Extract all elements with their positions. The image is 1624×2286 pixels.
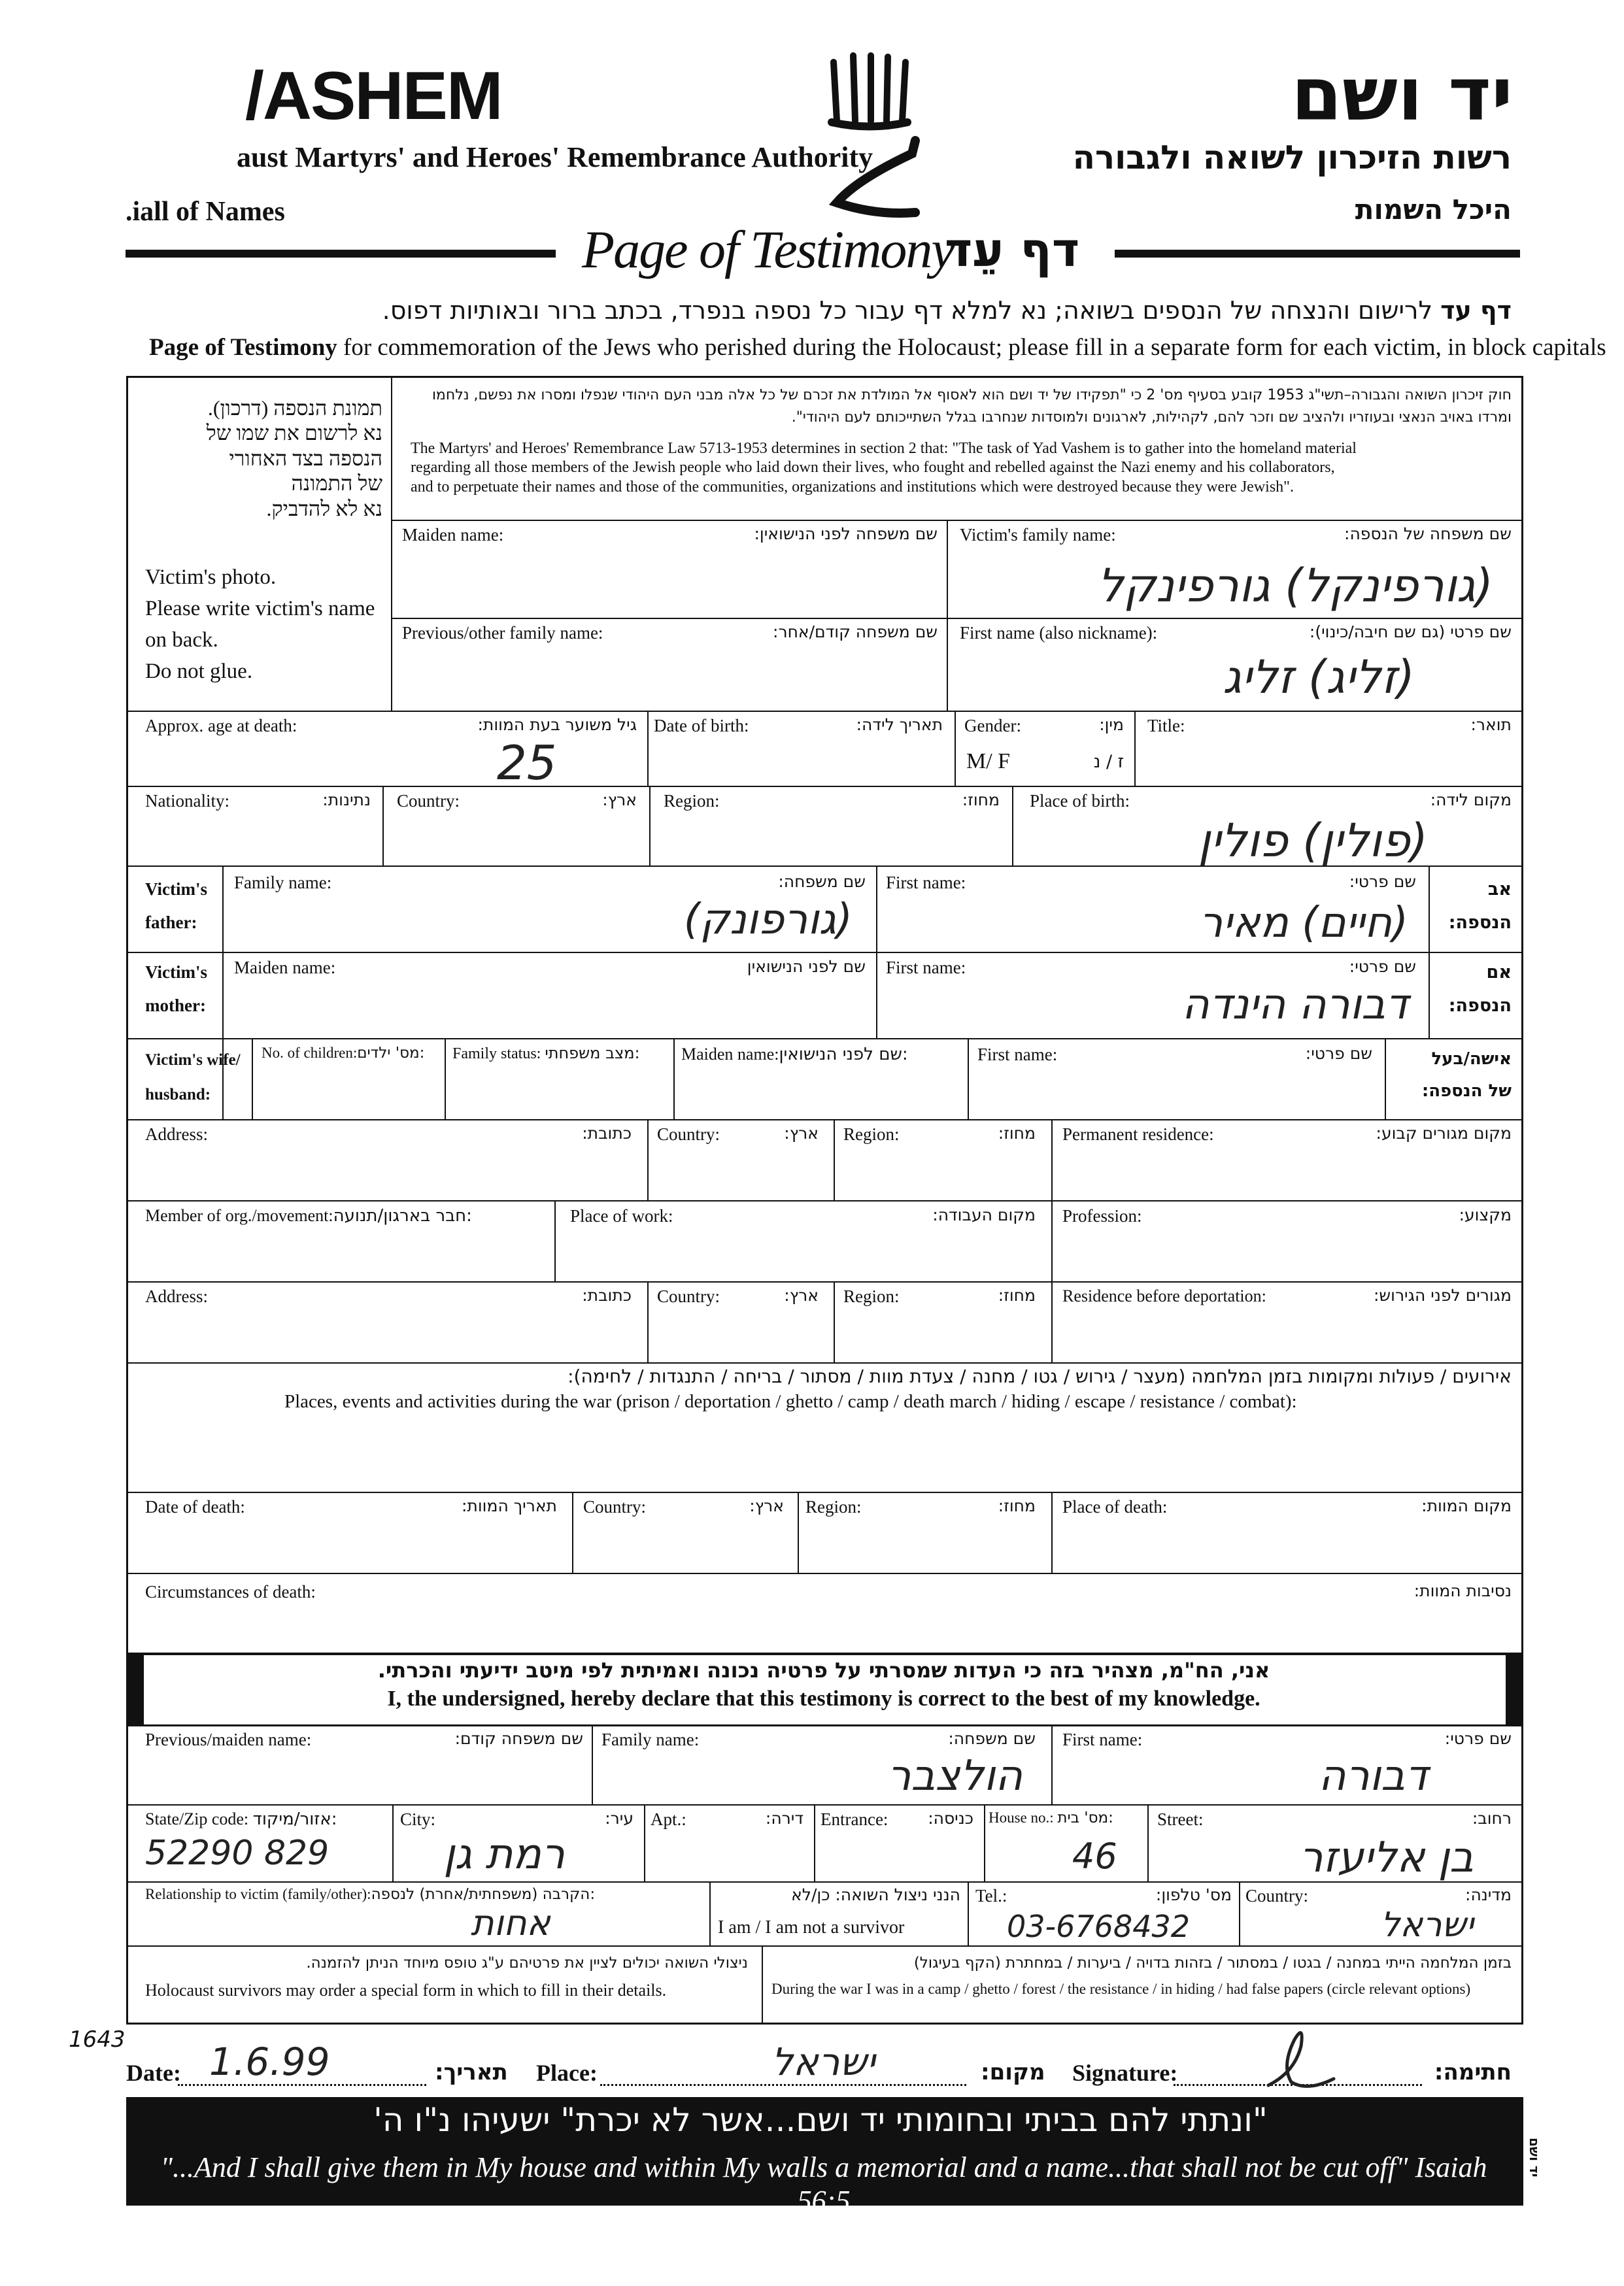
pob-label-he: מקום לידה: bbox=[1430, 790, 1512, 809]
spouse-label-he: אישה/בעל של הנספה: bbox=[1421, 1049, 1512, 1101]
hall-en: .iall of Names bbox=[126, 197, 285, 227]
work-label-he: מקום העבודה: bbox=[932, 1205, 1036, 1224]
law-he: חוק זיכרון השואה והגבורה–תשי"ג 1953 קובע בסעיף מס' 2 כי "תפקידו של יד ושם הוא לאסוף אל המולדת את זכרם של כל אלה מבני העם היהודי שנפלו ומסרו את נפשם, נלחמו ומרדו באויב הנאצי ובעוזריו ולהציב שם וזכר להם, לקהילות, לארגונים ולמוסדות שנחרבו בגלל השתייכותם לעם היהודי". bbox=[431, 387, 1512, 426]
entrance-label-he: כניסה: bbox=[928, 1809, 973, 1828]
dod-region-label-he: מחוז: bbox=[998, 1496, 1036, 1515]
father-label-he: אב הנספה: bbox=[1448, 879, 1512, 933]
city-label-he: עיר: bbox=[605, 1809, 634, 1828]
zip-label: State/Zip code: אזור/מיקוד: bbox=[145, 1809, 337, 1829]
intro-en-bold: Page of Testimony bbox=[149, 334, 337, 361]
circumstances-label-he: נסיבות המוות: bbox=[1413, 1581, 1512, 1600]
submitter-country-label-he: מדינה: bbox=[1465, 1885, 1512, 1904]
country-label-he: ארץ: bbox=[602, 790, 637, 809]
first-name-label: First name (also nickname): bbox=[960, 623, 1158, 643]
submitter-family-label-he: שם משפחה: bbox=[948, 1729, 1036, 1748]
deportation-label: Residence before deportation: bbox=[1062, 1286, 1266, 1305]
mother-first-name[interactable]: דבורה הינדה bbox=[1181, 981, 1408, 1029]
street-label-he: רחוב: bbox=[1472, 1809, 1512, 1828]
declaration-he: אני, הח"מ, מצהיר בזה כי העדות שמסרתי על פרטיה נכונה ואמיתית לפי מיטב ידיעתי והכרתי. bbox=[377, 1658, 1270, 1683]
side-logo-mark: יד ושם bbox=[1527, 2138, 1542, 2177]
apt-label-he: דירה: bbox=[765, 1809, 804, 1828]
title-he: דף עֵד bbox=[945, 222, 1080, 277]
submitter-relationship[interactable]: אחות bbox=[471, 1902, 550, 1943]
submitter-country-label: Country: bbox=[1245, 1886, 1309, 1906]
signature-label-he: חתימה: bbox=[1434, 2059, 1512, 2085]
profession-label-he: מקצוע: bbox=[1459, 1205, 1512, 1224]
apt-label: Apt.: bbox=[651, 1809, 686, 1829]
photo-box-he: תמונת הנספה (דרכון). נא לרשום את שמו של הנספה בצד האחורי של התמונה נא לא להדביק. bbox=[206, 396, 382, 520]
survivor-label-he: הנני ניצול השואה: כן/לא bbox=[791, 1885, 960, 1904]
pod-label: Place of death: bbox=[1062, 1497, 1168, 1517]
father-family-name[interactable]: (גורפונק) bbox=[683, 896, 853, 944]
submitter-first-name[interactable]: דבורה bbox=[1318, 1752, 1428, 1800]
address2-label: Address: bbox=[145, 1286, 208, 1306]
submitter-prev-label-he: שם משפחה קודם: bbox=[454, 1729, 583, 1748]
intro-he-bold: דף עד bbox=[1440, 296, 1512, 325]
entrance-label: Entrance: bbox=[820, 1809, 888, 1829]
family-name-label-he: שם משפחה של הנספה: bbox=[1344, 524, 1512, 543]
date-label-he: תאריך: bbox=[435, 2059, 508, 2085]
submitter-city[interactable]: רמת גן bbox=[443, 1830, 565, 1879]
org-name-he: יד ושם bbox=[1291, 52, 1513, 137]
authority-he: רשות הזיכרון לשואה ולגבורה bbox=[1072, 139, 1512, 176]
quote-en: "...And I shall give them in My house and within My walls a memorial and a name...that shall not be cut off" Isaiah 56:5 bbox=[160, 2151, 1487, 2217]
title-en: Page of Testimony bbox=[582, 220, 954, 279]
profession-label: Profession: bbox=[1062, 1206, 1142, 1226]
submitter-house-no[interactable]: 46 bbox=[1072, 1836, 1117, 1877]
intro-en-text: for commemoration of the Jews who perished during the Holocaust; please fill in a separate form for each victim, in block capitals bbox=[337, 334, 1606, 361]
victim-first-name[interactable]: (זליג) זליג bbox=[1223, 650, 1415, 704]
address2-label-he: כתובת: bbox=[582, 1286, 632, 1305]
permanent-residence-label: Permanent residence: bbox=[1062, 1124, 1214, 1144]
title-rule-right bbox=[1115, 250, 1520, 258]
spouse-label: Victim's wife/ husband: bbox=[145, 1051, 241, 1103]
mother-maiden-label: Maiden name: bbox=[234, 958, 336, 977]
events-label: Places, events and activities during the war (prison / deportation / ghetto / camp / death march / hiding / escape / resistance / combat): bbox=[284, 1391, 1297, 1412]
intro-he bbox=[382, 296, 1512, 325]
father-first-name[interactable]: (חיים) מאיר bbox=[1199, 899, 1408, 947]
mother-label-he: אם הנספה: bbox=[1448, 962, 1512, 1017]
spouse-maiden-label: Maiden name:שם לפני הנישואין: bbox=[681, 1045, 908, 1064]
maiden-name-label-he: שם משפחה לפני הנישואין: bbox=[754, 524, 938, 543]
address-region-label: Region: bbox=[843, 1124, 900, 1144]
spouse-first-label: First name: bbox=[977, 1045, 1058, 1064]
father-family-label-he: שם משפחה: bbox=[778, 872, 866, 891]
submitter-street[interactable]: בן אליעזר bbox=[1299, 1834, 1474, 1882]
dob-label: Date of birth: bbox=[654, 716, 749, 735]
yad-vashem-logo bbox=[817, 49, 922, 219]
age-label-he: גיל משוער בעת המוות: bbox=[477, 715, 637, 734]
title-rule-left bbox=[126, 250, 556, 258]
family-name-label: Victim's family name: bbox=[960, 525, 1116, 545]
permanent-residence-label-he: מקום מגורים קבוע: bbox=[1376, 1124, 1512, 1143]
mother-first-label-he: שם פרטי: bbox=[1349, 957, 1416, 976]
place-label: Place: bbox=[536, 2060, 598, 2086]
submitter-zip[interactable]: 52290 829 bbox=[145, 1834, 330, 1873]
relationship-label: Relationship to victim (family/other):הקרבה (משפחתית/אחרת) לנספה: bbox=[145, 1886, 596, 1903]
city-label: City: bbox=[400, 1809, 436, 1829]
address-country-label: Country: bbox=[657, 1124, 720, 1144]
survivor-form-note-he: ניצולי השואה יכולים לציין את פרטיהם ע"ג טופס מיוחד הניתן להזמנה. bbox=[306, 1955, 748, 1972]
previous-family-name-label-he: שם משפחה קודם/אחר: bbox=[773, 622, 938, 641]
mother-first-label: First name: bbox=[886, 958, 966, 977]
submitter-family-name[interactable]: הולצבר bbox=[887, 1752, 1023, 1800]
declaration-bar-left bbox=[128, 1654, 144, 1724]
spouse-first-label-he: שם פרטי: bbox=[1305, 1044, 1372, 1063]
address-label: Address: bbox=[145, 1124, 208, 1144]
quote-he: "ונתתי להם בביתי ובחומותי יד ושם...אשר לא יכרת" ישעיהו נ"ו ה' bbox=[373, 2101, 1268, 2139]
dod-label-he: תאריך המוות: bbox=[461, 1496, 557, 1515]
victim-family-name[interactable]: (גורפינקל) גורפינקל bbox=[1097, 559, 1493, 613]
address2-region-label: Region: bbox=[843, 1286, 900, 1306]
house-no-label: House no.: מס' בית: bbox=[989, 1809, 1113, 1826]
testimony-place[interactable]: ישראל bbox=[771, 2040, 875, 2084]
region-label: Region: bbox=[664, 791, 720, 811]
region-label-he: מחוז: bbox=[962, 790, 1000, 809]
title-label: Title: bbox=[1147, 716, 1185, 735]
member-label: Member of org./movement:חבר בארגון/תנועה: bbox=[145, 1206, 472, 1226]
dod-label: Date of death: bbox=[145, 1497, 245, 1517]
submitter-country[interactable]: ישראל bbox=[1380, 1906, 1474, 1945]
age-label: Approx. age at death: bbox=[145, 716, 297, 735]
street-label: Street: bbox=[1157, 1809, 1204, 1829]
address2-region-label-he: מחוז: bbox=[998, 1286, 1036, 1305]
work-label: Place of work: bbox=[570, 1206, 673, 1226]
dod-country-label-he: ארץ: bbox=[749, 1496, 784, 1515]
address2-country-label: Country: bbox=[657, 1286, 720, 1306]
title-label-he: תואר: bbox=[1470, 715, 1512, 734]
victim-age[interactable]: 25 bbox=[497, 735, 557, 790]
father-family-label: Family name: bbox=[234, 873, 332, 892]
children-label: No. of children:מס' ילדים: bbox=[262, 1045, 425, 1062]
testimony-date[interactable]: 1.6.99 bbox=[209, 2040, 330, 2084]
dod-region-label: Region: bbox=[805, 1497, 862, 1517]
war-note-he: בזמן המלחמה הייתי במחנה / בגטו / במסתור / בזהות בדויה / ביערות / במחתרת (הקף בעיגול) bbox=[913, 1955, 1512, 1972]
dod-country-label: Country: bbox=[583, 1497, 647, 1517]
place-label-he: מקום: bbox=[981, 2059, 1045, 2085]
survivor-form-note: Holocaust survivors may order a special form in which to fill in their details. bbox=[145, 1981, 667, 2000]
declaration-bar-right bbox=[1506, 1654, 1521, 1724]
previous-family-name-label: Previous/other family name: bbox=[402, 623, 603, 643]
date-label: Date: bbox=[126, 2060, 181, 2086]
father-first-label: First name: bbox=[886, 873, 966, 892]
first-name-label-he: שם פרטי (גם שם חיבה/כינוי): bbox=[1309, 622, 1512, 641]
maiden-name-label: Maiden name: bbox=[402, 525, 504, 545]
photo-box-en: Victim's photo. Please write victim's name on back. Do not glue. bbox=[145, 565, 375, 683]
reference-number: 1643 bbox=[69, 2026, 126, 2053]
nationality-label: Nationality: bbox=[145, 791, 229, 811]
events-label-he: אירועים / פעולות ומקומות בזמן המלחמה (מעצר / גירוש / גטו / מחנה / צעדת מוות / מסתור / בריחה / התנגדות / לחימה): bbox=[567, 1366, 1512, 1387]
submitter-tel[interactable]: 03-6768432 bbox=[1007, 1909, 1190, 1944]
address-country-label-he: ארץ: bbox=[784, 1124, 819, 1143]
mother-maiden-label-he: שם לפני הנישואין bbox=[747, 957, 866, 976]
nationality-label-he: נתינות: bbox=[322, 790, 371, 809]
org-name-en: /ASHEM bbox=[245, 58, 502, 134]
law-en: The Martyrs' and Heroes' Remembrance Law 5713-1953 determines in section 2 that: "The task of Yad Vashem is to gather into the homeland material regarding all those members of the Jewish people who laid down their lives, who fought and rebelled against the Nazi enemy and his collaborators, and to perpetuate their names and those of the communities, organizations and institutions which were destroyed because they were Jewish". bbox=[411, 440, 1357, 496]
signature-label: Signature: bbox=[1072, 2060, 1178, 2086]
deportation-label-he: מגורים לפני הגירוש: bbox=[1374, 1286, 1512, 1305]
father-label: Victim's father: bbox=[145, 879, 207, 933]
family-status-label: Family status: מצב משפחתי: bbox=[452, 1044, 640, 1062]
signature[interactable] bbox=[1255, 2020, 1360, 2092]
survivor-options[interactable]: I am / I am not a survivor bbox=[718, 1917, 905, 1938]
tel-label: Tel.: bbox=[975, 1886, 1007, 1906]
intro-he-text: לרישום והנצחה של הנספים בשואה; נא למלא דף עבור כל נספה בנפרד, בכתב ברור ובאותיות דפוס. bbox=[382, 296, 1441, 325]
address-label-he: כתובת: bbox=[582, 1124, 632, 1143]
address2-country-label-he: ארץ: bbox=[784, 1286, 819, 1305]
authority-en: aust Martyrs' and Heroes' Remembrance Authority bbox=[237, 141, 873, 173]
submitter-first-label: First name: bbox=[1062, 1730, 1143, 1749]
submitter-family-label: Family name: bbox=[601, 1730, 700, 1749]
gender-label: Gender: bbox=[964, 716, 1021, 735]
tel-label-he: מס' טלפון: bbox=[1155, 1885, 1232, 1904]
dob-label-he: תאריך לידה: bbox=[856, 715, 943, 734]
war-note: During the war I was in a camp / ghetto / forest / the resistance / in hiding / had false papers (circle relevant options) bbox=[771, 1981, 1471, 1997]
gender-label-he: מין: bbox=[1099, 715, 1124, 734]
victim-place-of-birth[interactable]: (פולין) פולין bbox=[1198, 814, 1428, 867]
pod-label-he: מקום המוות: bbox=[1421, 1496, 1512, 1515]
country-label: Country: bbox=[397, 791, 460, 811]
address-region-label-he: מחוז: bbox=[998, 1124, 1036, 1143]
submitter-first-label-he: שם פרטי: bbox=[1444, 1729, 1512, 1748]
mother-label: Victim's mother: bbox=[145, 962, 207, 1016]
hall-he: היכל השמות bbox=[1355, 193, 1512, 226]
gender-options-he[interactable]: ז / נ bbox=[1093, 752, 1124, 772]
circumstances-label: Circumstances of death: bbox=[145, 1582, 316, 1602]
submitter-prev-label: Previous/maiden name: bbox=[145, 1730, 312, 1749]
declaration-en: I, the undersigned, hereby declare that this testimony is correct to the best of my knowledge. bbox=[387, 1687, 1260, 1711]
gender-options[interactable]: M/ F bbox=[966, 749, 1011, 773]
father-first-label-he: שם פרטי: bbox=[1349, 872, 1416, 891]
intro-en bbox=[149, 333, 1606, 361]
pob-label: Place of birth: bbox=[1030, 791, 1130, 811]
